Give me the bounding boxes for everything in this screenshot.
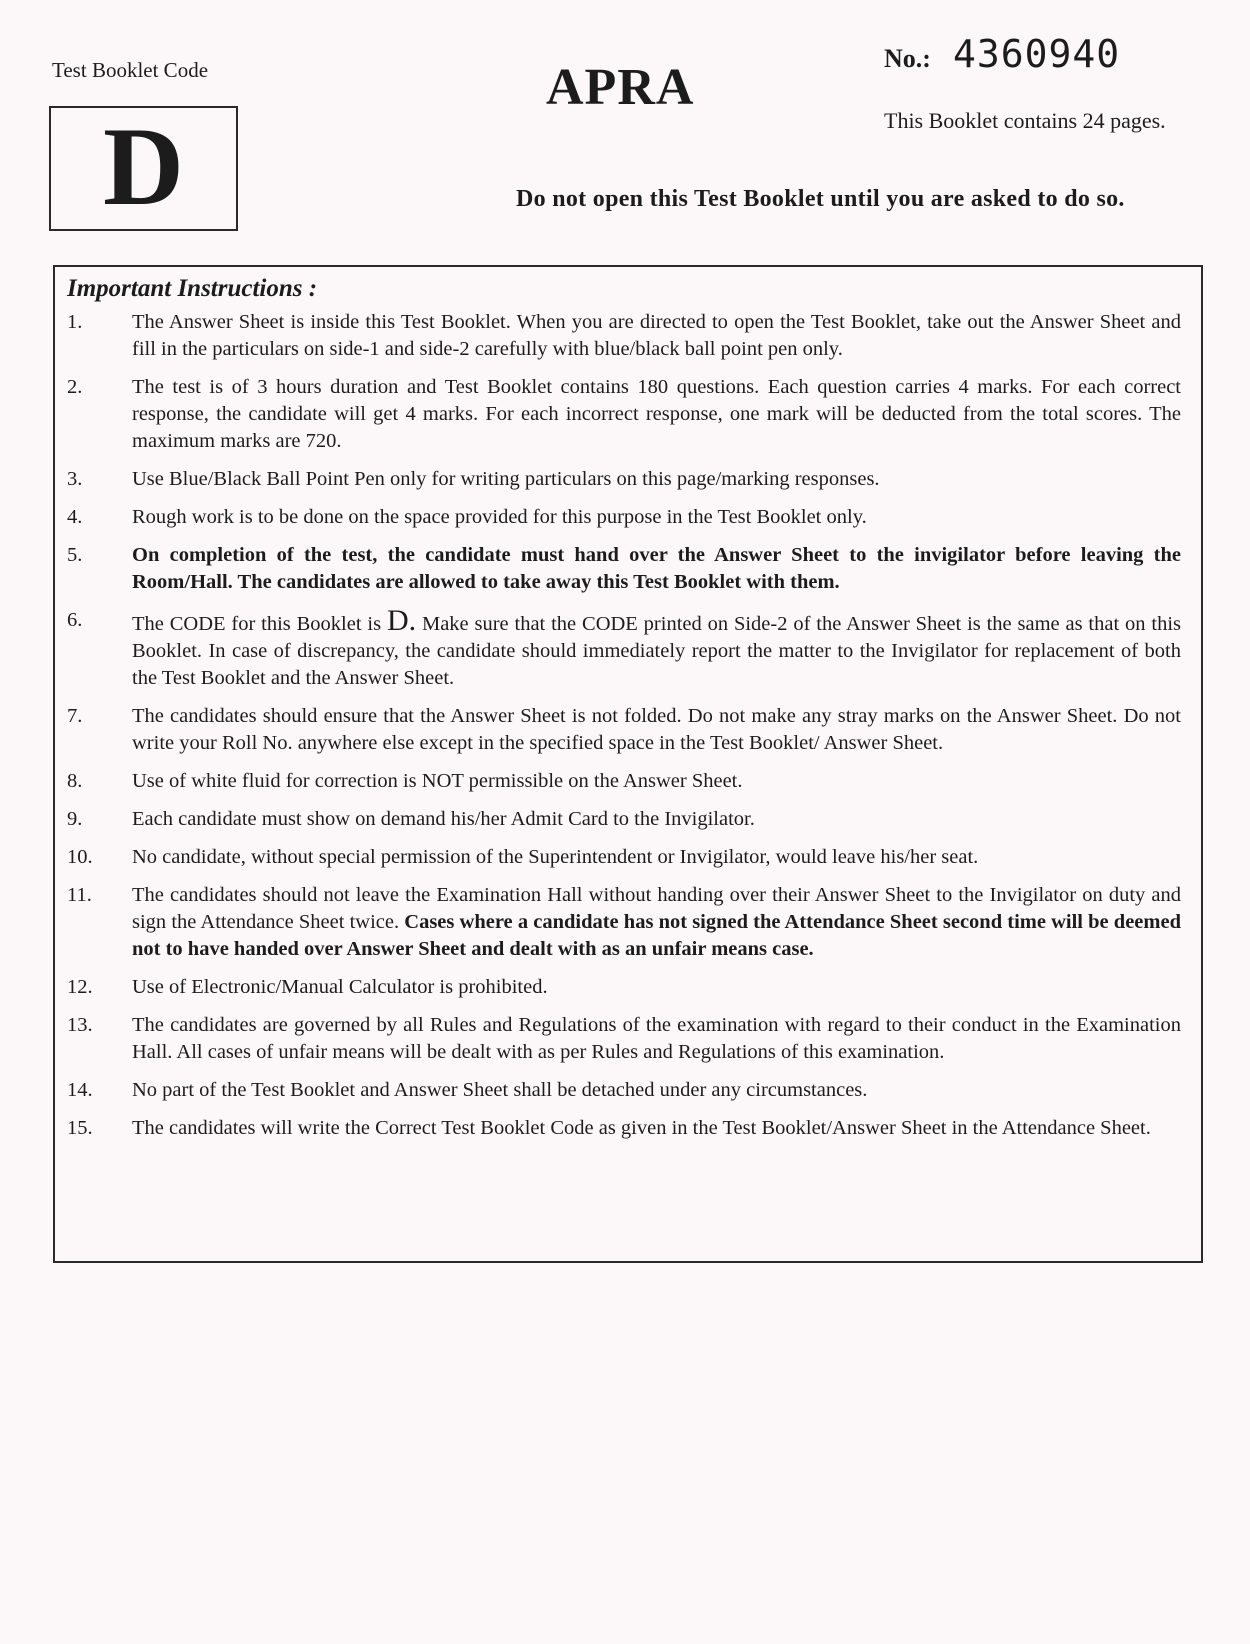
instructions-heading: Important Instructions : [67,275,318,302]
instruction-text [132,604,1181,692]
instruction-text: Each candidate must show on demand his/her Admit Card to the Invigilator. [132,808,755,830]
instruction-number: 4. [67,506,83,528]
instruction-item [67,374,1181,455]
instruction-number: 1. [67,311,83,333]
instruction-text: On completion of the test, the candidate must hand over the Answer Sheet to the invigilator before leaving the Room/Hall. The candidates are allowed to take away this Test Booklet with them. [132,544,1181,593]
instruction-item [67,504,1181,531]
instruction-text-part: Make sure that the CODE printed on Side-2 of the Answer Sheet is the same as that on this Booklet. In case of discrepancy, the candidate should immediately report the matter to the Invigilator for replacement of both the Test Booklet and the Answer Sheet. [132,613,1181,689]
instruction-text: Use of Electronic/Manual Calculator is prohibited. [132,976,548,998]
opening-warning: Do not open this Test Booklet until you are asked to do so. [516,186,1125,212]
instruction-number: 3. [67,468,83,490]
instruction-item [67,1077,1181,1104]
instruction-number: 7. [67,705,83,727]
instruction-number: 13. [67,1014,93,1036]
instruction-item [67,806,1181,833]
instruction-text: The Answer Sheet is inside this Test Booklet. When you are directed to open the Test Booklet, take out the Answer Sheet and fill in the particulars on side-1 and side-2 carefully with blue/black ball point pen only. [132,311,1181,360]
instruction-item [67,882,1181,963]
instruction-text-part: The candidates should not leave the Examination Hall without handing over their Answer Sheet to the Invigilator on duty and sign the Attendance Sheet twice. [132,884,1181,933]
instruction-number: 9. [67,808,83,830]
instruction-number: 15. [67,1117,93,1139]
instruction-text: The candidates should ensure that the Answer Sheet is not folded. Do not make any stray marks on the Answer Sheet. Do not write your Roll No. anywhere else except in the specified space in the Test Booklet/ Answer Sheet. [132,705,1181,754]
instruction-item [67,844,1181,871]
instruction-number: 12. [67,976,93,998]
instruction-text: Use Blue/Black Ball Point Pen only for writing particulars on this page/marking responses. [132,468,880,490]
instruction-item [67,604,1181,692]
booklet-code-letter: D [103,104,184,229]
instruction-text: No part of the Test Booklet and Answer Sheet shall be detached under any circumstances. [132,1079,868,1101]
serial-label: No.: [884,44,931,73]
instruction-item [67,974,1181,1001]
instruction-number: 10. [67,846,93,868]
inline-booklet-code: D. [386,604,417,637]
instruction-number: 5. [67,544,83,566]
instruction-item [67,542,1181,596]
instruction-number: 14. [67,1079,93,1101]
instruction-text: Use of white fluid for correction is NOT permissible on the Answer Sheet. [132,770,743,792]
instruction-item [67,309,1181,363]
instruction-number: 11. [67,884,92,906]
instruction-text-bold-part: Cases where a candidate has not signed the Attendance Sheet second time will be deemed not to have handed over Answer Sheet and dealt with as an unfair means case. [132,911,1181,960]
booklet-code-label: Test Booklet Code [52,58,209,82]
instruction-text [132,882,1181,963]
serial-number-block [884,32,1120,76]
instruction-item [67,1115,1181,1142]
instruction-item [67,768,1181,795]
instructions-box [53,265,1203,1263]
instruction-text: The test is of 3 hours duration and Test Booklet contains 180 questions. Each question carries 4 marks. For each correct response, the candidate will get 4 marks. For each incorrect response, one mark will be deducted from the total scores. The maximum marks are 720. [132,376,1181,452]
instruction-text: The candidates will write the Correct Test Booklet Code as given in the Test Booklet/Answer Sheet in the Attendance Sheet. [132,1117,1151,1139]
instructions-list [67,309,1181,1142]
pages-note: This Booklet contains 24 pages. [884,108,1166,133]
instruction-text: No candidate, without special permission of the Superintendent or Invigilator, would leave his/her seat. [132,846,979,868]
booklet-code-box [49,106,238,231]
instruction-text-part: The CODE for this Booklet is [132,613,382,635]
instruction-text: Rough work is to be done on the space provided for this purpose in the Test Booklet only. [132,506,867,528]
instruction-number: 2. [67,376,83,398]
instruction-item [67,1012,1181,1066]
page-title: APRA [546,59,695,116]
instruction-item [67,466,1181,493]
serial-number: 4360940 [952,32,1121,76]
instruction-item [67,703,1181,757]
instruction-number: 8. [67,770,83,792]
instruction-text: The candidates are governed by all Rules and Regulations of the examination with regard to their conduct in the Examination Hall. All cases of unfair means will be dealt with as per Rules and Regulations of this examination. [132,1014,1181,1063]
instruction-number: 6. [67,609,83,631]
